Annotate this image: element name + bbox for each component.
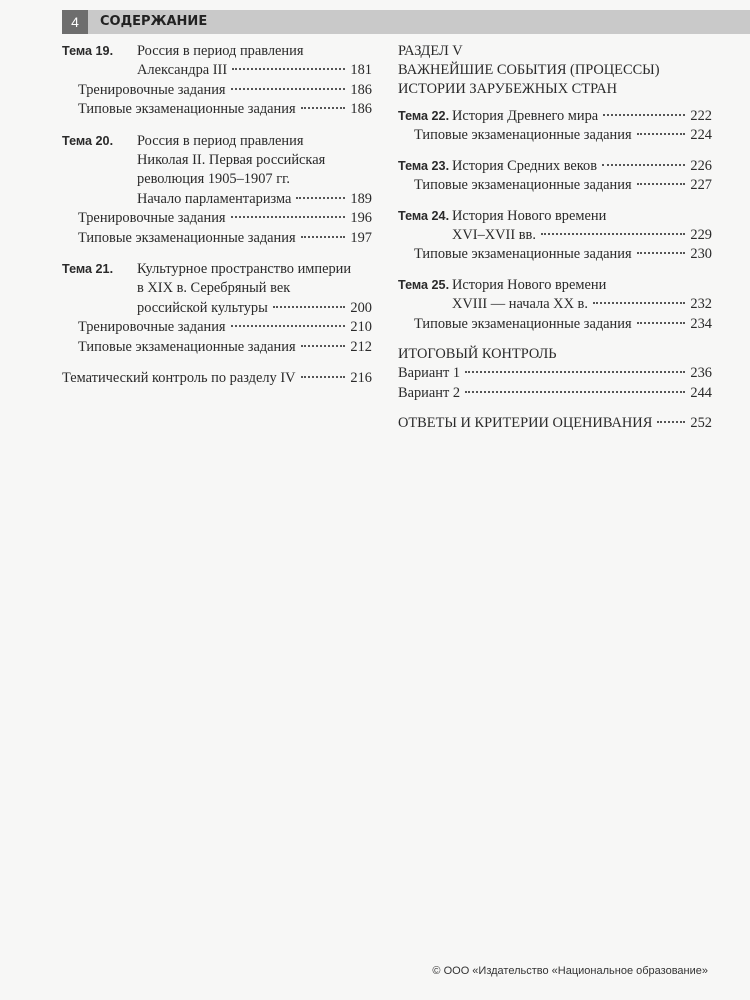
toc-topic-24	[398, 207, 712, 265]
control-title: Тематический контроль по разделу IV	[62, 370, 296, 387]
subtopic-title: Тренировочные задания	[78, 319, 226, 336]
topic-label: Тема 23.	[398, 158, 450, 173]
subtopic-title: Типовые экзаменационные задания	[414, 127, 632, 144]
page-ref: 189	[350, 190, 372, 207]
page-ref: 234	[690, 315, 712, 332]
topic-title: XVI–XVII вв.	[452, 227, 536, 244]
topic-label: Тема 25.	[398, 277, 450, 292]
topic-title: российской культуры	[137, 299, 268, 316]
topic-label: Тема 24.	[398, 208, 450, 223]
toc-topic-21	[62, 260, 372, 357]
topic-title: История Средних веков	[452, 157, 598, 174]
topic-title: История Нового времени	[452, 207, 607, 224]
topic-label: Тема 20.	[62, 133, 114, 148]
toc-left-column	[62, 42, 372, 389]
subtopic-title: Типовые экзаменационные задания	[414, 315, 632, 332]
page-ref: 227	[690, 177, 712, 194]
toc-section-control	[62, 369, 372, 388]
toc-answers	[398, 414, 712, 433]
toc-topic-23	[398, 157, 712, 196]
topic-title: История Нового времени	[452, 276, 607, 293]
topic-title: Александра III	[137, 62, 228, 79]
page-ref: 197	[350, 229, 372, 246]
topic-label: Тема 19.	[62, 44, 114, 58]
section-title: ВАЖНЕЙШИЕ СОБЫТИЯ (ПРОЦЕССЫ)	[398, 62, 660, 78]
page-ref: 229	[690, 227, 712, 244]
topic-label: Тема 22.	[398, 109, 450, 123]
page-ref: 210	[350, 319, 372, 336]
page-ref: 181	[350, 62, 372, 79]
subtopic-title: Тренировочные задания	[78, 210, 226, 227]
variant-title: Вариант 2	[398, 384, 461, 401]
subtopic-title: Типовые экзаменационные задания	[78, 338, 296, 355]
page-title: СОДЕРЖАНИЕ	[100, 14, 208, 29]
page-ref: 216	[350, 370, 372, 387]
page-ref: 244	[690, 384, 712, 401]
page-ref: 212	[350, 338, 372, 355]
toc-topic-22	[398, 107, 712, 146]
topic-title: Россия в период правления	[137, 43, 304, 59]
page-ref: 200	[350, 299, 372, 316]
section-title: ИСТОРИИ ЗАРУБЕЖНЫХ СТРАН	[398, 81, 618, 97]
subtopic-title: Типовые экзаменационные задания	[414, 246, 632, 263]
variant-title: Вариант 1	[398, 365, 461, 382]
page-ref: 232	[690, 296, 712, 313]
page-ref: 186	[350, 81, 372, 98]
page-ref: 186	[350, 101, 372, 118]
section-heading	[398, 42, 712, 99]
page-ref: 230	[690, 246, 712, 263]
copyright-footer: © ООО «Издательство «Национальное образование»	[432, 965, 708, 977]
final-control-title: ИТОГОВЫЙ КОНТРОЛЬ	[398, 346, 557, 363]
topic-title: в XIX в. Серебряный век	[137, 280, 291, 297]
page-ref: 236	[690, 365, 712, 382]
page-ref: 224	[690, 127, 712, 144]
page-ref: 252	[690, 415, 712, 432]
toc-topic-20	[62, 132, 372, 248]
page-ref: 196	[350, 210, 372, 227]
page-ref: 226	[690, 157, 712, 174]
topic-title: История Древнего мира	[452, 108, 599, 124]
toc-topic-19	[62, 42, 372, 120]
topic-label: Тема 21.	[62, 262, 114, 277]
subtopic-title: Типовые экзаменационные задания	[78, 101, 296, 118]
page-header	[62, 10, 750, 34]
page-number: 4	[62, 10, 88, 34]
topic-title: революция 1905–1907 гг.	[137, 171, 290, 188]
subtopic-title: Типовые экзаменационные задания	[414, 177, 632, 194]
subtopic-title: Типовые экзаменационные задания	[78, 229, 296, 246]
answers-title: ОТВЕТЫ И КРИТЕРИИ ОЦЕНИВАНИЯ	[398, 415, 653, 432]
topic-title: Культурное пространство империи	[137, 261, 352, 278]
toc-right-column	[398, 42, 712, 434]
toc-final-control	[398, 345, 712, 403]
topic-title: XVIII — начала XX в.	[452, 296, 588, 313]
page-ref: 222	[690, 108, 712, 124]
section-number: РАЗДЕЛ V	[398, 43, 463, 59]
topic-title: Николая II. Первая российская	[137, 152, 326, 169]
topic-title: Россия в период правления	[137, 132, 304, 149]
topic-title: Начало парламентаризма	[137, 190, 292, 207]
toc-topic-25	[398, 276, 712, 334]
subtopic-title: Тренировочные задания	[78, 81, 226, 98]
